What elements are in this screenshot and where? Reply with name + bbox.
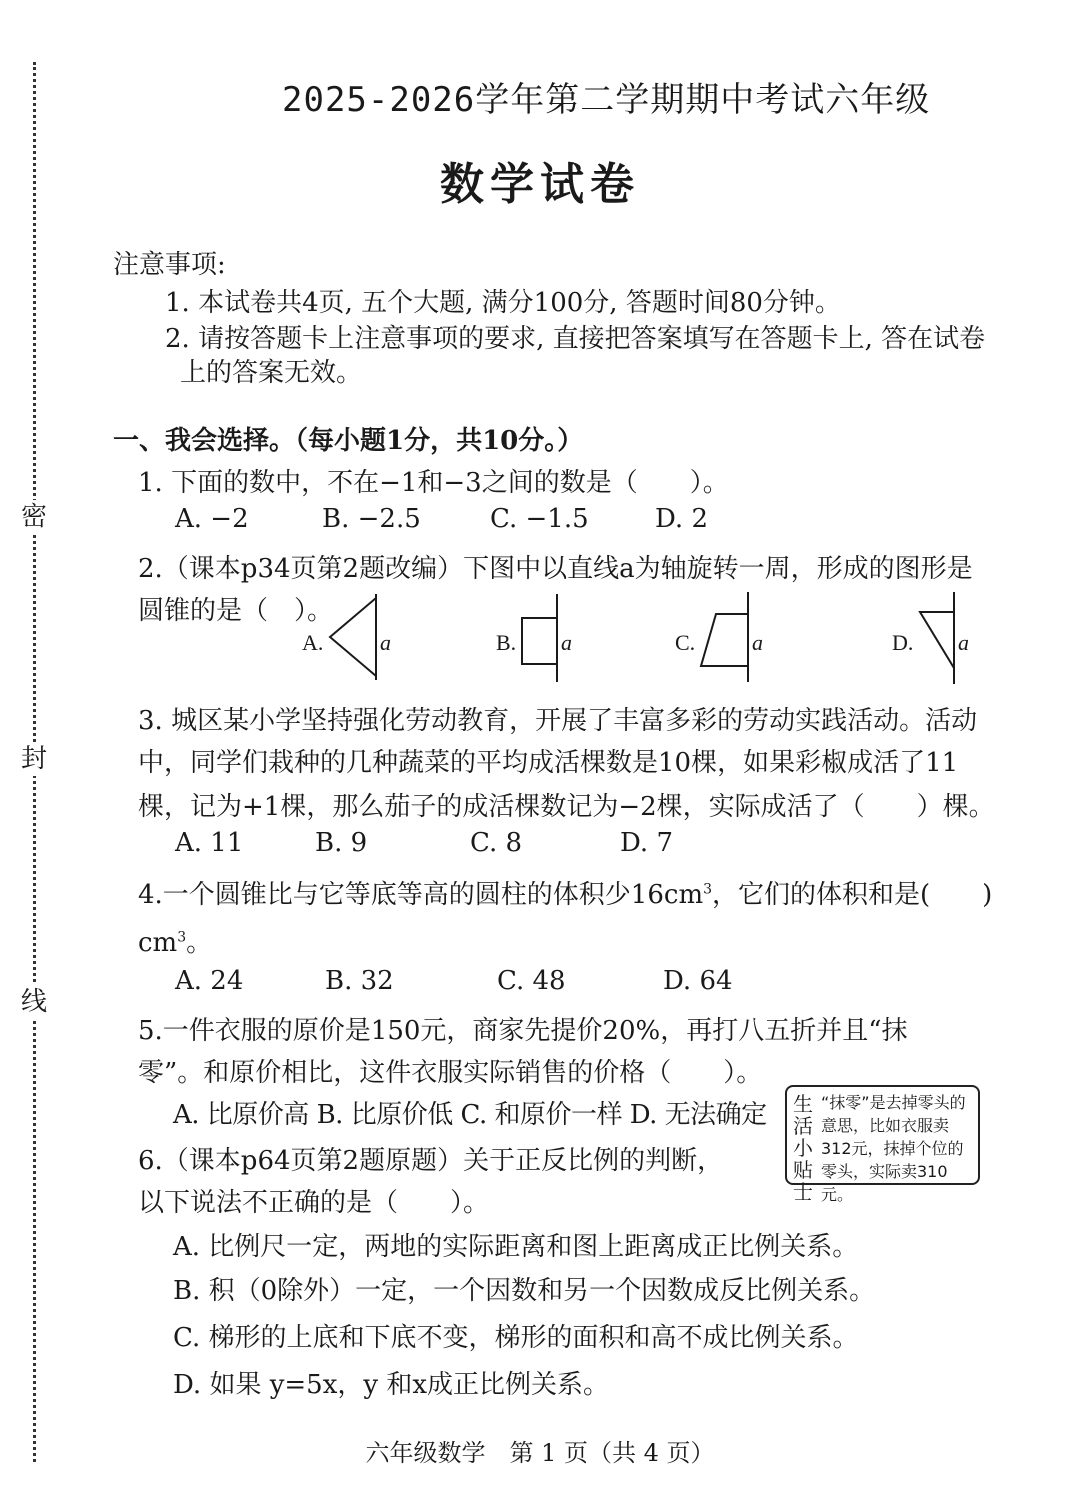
q5-line1: 5.一件衣服的原价是150元，商家先提价20%，再打八五折并且“抹: [138, 1016, 908, 1046]
q3-option-b: B. 9: [315, 828, 368, 858]
q6-option-b: B. 积（0除外）一定，一个因数和另一个因数成反比例关系。: [173, 1276, 876, 1306]
seal-char-mi: 密: [20, 502, 47, 532]
q2-figure-c-axis-label: a: [752, 630, 763, 655]
q5-options: A. 比原价高 B. 比原价低 C. 和原价一样 D. 无法确定: [173, 1100, 767, 1130]
q1-stem: 1. 下面的数中，不在−1和−3之间的数是（ ）。: [138, 468, 729, 498]
q2-figures-svg: [0, 0, 1080, 720]
q2-figure-a-shape: [330, 598, 376, 676]
q2-figure-d-shape: [920, 612, 954, 668]
q2-figure-d-label: D.: [892, 630, 914, 655]
q6-option-a: A. 比例尺一定，两地的实际距离和图上距离成正比例关系。: [173, 1232, 859, 1262]
q2-figure-c-label: C.: [675, 630, 696, 655]
q3-line1: 3. 城区某小学坚持强化劳动教育，开展了丰富多彩的劳动实践活动。活动: [138, 706, 978, 736]
q3-line3: 棵，记为+1棵，那么茄子的成活棵数记为−2棵，实际成活了（ ）棵。: [138, 792, 995, 822]
exam-title: 2025-2026学年第二学期期中考试六年级: [282, 80, 931, 120]
q2-figure-b-label: B.: [496, 630, 517, 655]
q1-option-d: D. 2: [655, 504, 708, 534]
q6-option-c: C. 梯形的上底和下底不变，梯形的面积和高不成比例关系。: [173, 1323, 859, 1353]
seal-char-xian: 线: [20, 987, 47, 1017]
section-1-heading: 一、我会选择。（每小题1分，共10分。）: [113, 426, 584, 456]
q4-line1: [138, 874, 992, 911]
notice-item-2-cont: 上的答案无效。: [180, 358, 363, 388]
q4-option-a: A. 24: [175, 966, 244, 996]
q2-figure-c-shape: [701, 614, 748, 666]
seal-char-feng: 封: [20, 744, 47, 774]
q4-line1-sup: 3: [703, 881, 713, 898]
q4-line2-text-a: cm: [138, 928, 178, 958]
q2-figure-b-axis-label: a: [561, 630, 572, 655]
q1-option-a: A. −2: [175, 504, 249, 534]
q1-option-c: C. −1.5: [490, 504, 589, 534]
q4-line2-sup: 3: [177, 929, 187, 946]
q4-option-c: C. 48: [497, 966, 566, 996]
q6-line2: 以下说法不正确的是（ ）。: [138, 1188, 490, 1218]
q5-line2: 零”。和原价相比，这件衣服实际销售的价格（ ）。: [138, 1058, 763, 1088]
notice-item-2: 2. 请按答题卡上注意事项的要求, 直接把答案填写在答题卡上, 答在试卷: [165, 324, 986, 354]
q2-stem-line2: 圆锥的是（ ）。: [138, 596, 334, 626]
q3-option-c: C. 8: [470, 828, 523, 858]
q4-option-d: D. 64: [663, 966, 733, 996]
q3-line2: 中，同学们栽种的几种蔬菜的平均成活棵数是10棵，如果彩椒成活了11: [138, 748, 959, 778]
q4-line1-text-a: 4.一个圆锥比与它等底等高的圆柱的体积少16cm: [138, 880, 704, 910]
q2-figure-b-shape: [522, 618, 557, 664]
q6-line1: 6.（课本p64页第2题原题）关于正反比例的判断，: [138, 1146, 724, 1176]
life-tip-label: 生活小贴士: [793, 1092, 813, 1204]
q4-line2-text-b: 。: [186, 928, 213, 958]
q6-option-d: D. 如果 y=5x，y 和x成正比例关系。: [173, 1370, 610, 1400]
life-tip-box: [785, 1085, 980, 1204]
exam-subtitle: 数学试卷: [440, 159, 640, 210]
q3-option-a: A. 11: [175, 828, 244, 858]
life-tip-text: “抹零”是去掉零头的意思，比如衣服卖312元，抹掉个位的零头，实际卖310元。: [821, 1093, 966, 1204]
page-footer: 六年级数学 第 1 页（共 4 页）: [365, 1439, 715, 1467]
q1-option-b: B. −2.5: [322, 504, 421, 534]
notice-heading: 注意事项:: [113, 250, 226, 280]
q4-line2: [138, 922, 212, 959]
q2-figure-a-axis-label: a: [380, 630, 391, 655]
notice-item-1: 1. 本试卷共4页, 五个大题, 满分100分, 答题时间80分钟。: [165, 288, 841, 318]
q3-option-d: D. 7: [620, 828, 673, 858]
q4-option-b: B. 32: [325, 966, 394, 996]
q2-figure-a-label: A.: [302, 630, 324, 655]
q4-line1-text-b: ，它们的体积和是( ): [712, 880, 993, 910]
q2-stem-line1: 2.（课本p34页第2题改编）下图中以直线a为轴旋转一周，形成的图形是: [138, 554, 973, 584]
q2-figure-d-axis-label: a: [958, 630, 969, 655]
